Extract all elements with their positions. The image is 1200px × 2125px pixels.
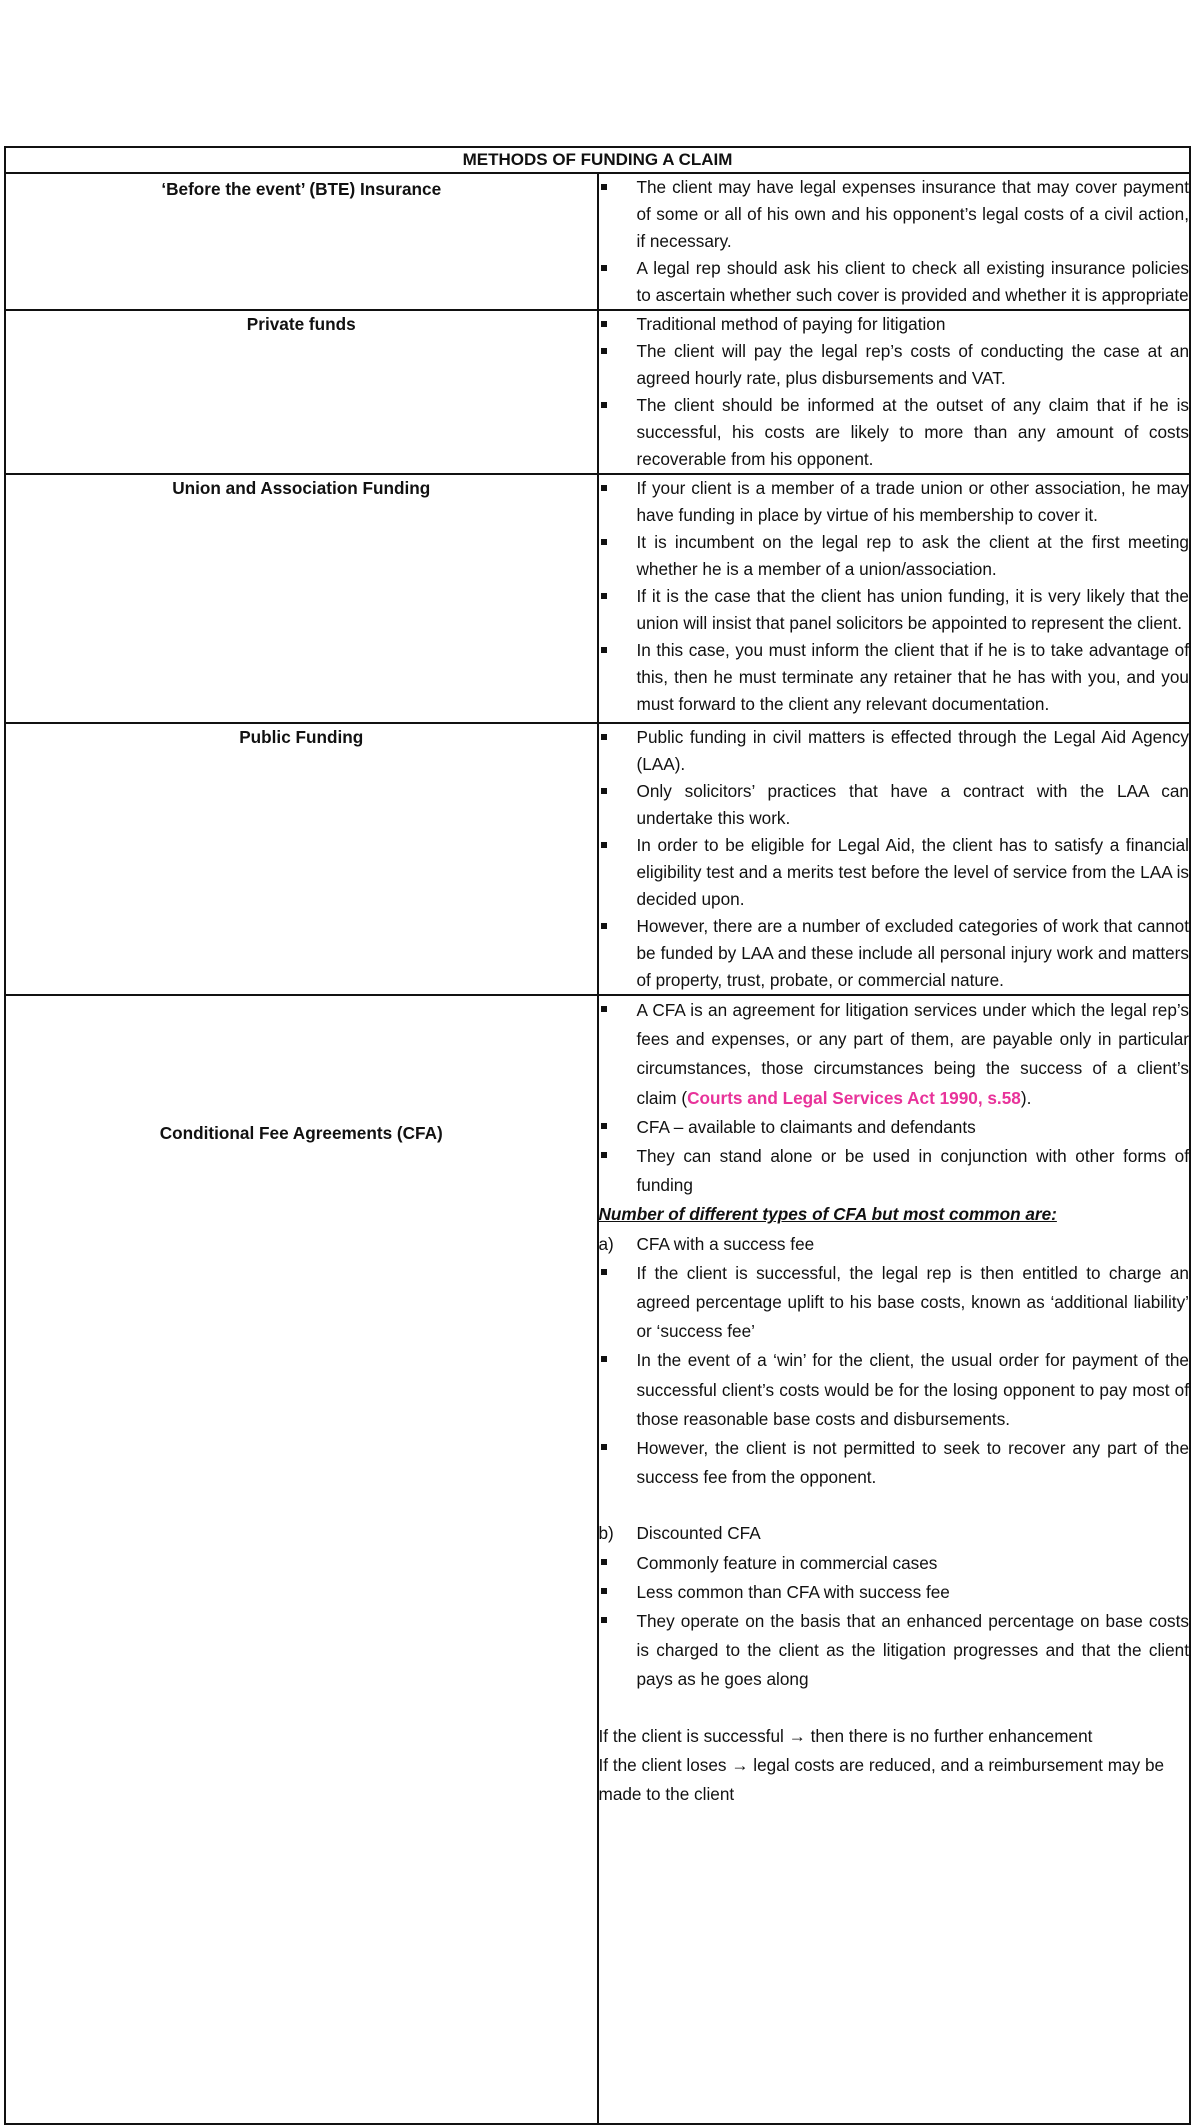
arrow-right-icon: → bbox=[788, 1725, 806, 1746]
row-label-bte: ‘Before the event’ (BTE) Insurance bbox=[5, 173, 598, 310]
type-a-label: CFA with a success fee bbox=[636, 1233, 815, 1254]
list-item: It is incumbent on the legal rep to ask the client at the first meeting whether he is a member of a union/association. bbox=[599, 529, 1190, 583]
list-item: In order to be eligible for Legal Aid, the client has to satisfy a financial eligibility test and a merits test before the level of service from the LAA is decided upon. bbox=[599, 832, 1190, 913]
list-item-cfa-definition bbox=[599, 996, 1190, 1113]
funding-methods-table bbox=[4, 146, 1191, 2125]
type-b-label: Discounted CFA bbox=[636, 1523, 761, 1544]
outcome-successful: If the client is successful → then there is no further enhancement bbox=[598, 1725, 1093, 1746]
cfa-type-b bbox=[599, 1519, 1190, 1548]
list-item: Commonly feature in commercial cases bbox=[599, 1549, 1190, 1578]
arrow-right-icon: → bbox=[731, 1754, 749, 1775]
type-b-marker: b) bbox=[598, 1523, 614, 1544]
list-item: Public funding in civil matters is effected through the Legal Aid Agency (LAA). bbox=[599, 724, 1190, 778]
row-label-cfa: Conditional Fee Agreements (CFA) bbox=[5, 995, 598, 2124]
list-item: Traditional method of paying for litigation bbox=[599, 311, 1190, 338]
row-content-cfa bbox=[598, 995, 1191, 2124]
list-item: However, the client is not permitted to seek to recover any part of the success fee from the opponent. bbox=[599, 1434, 1190, 1492]
list-item: If it is the case that the client has union funding, it is very likely that the union will insist that panel solicitors be appointed to represent the client. bbox=[599, 583, 1190, 637]
table-row-cfa bbox=[5, 995, 1190, 2124]
table-row-private-funds bbox=[5, 310, 1190, 474]
cfa-definition-text: A CFA is an agreement for litigation services under which the legal rep’s fees and expenses, or any part of them, are payable only in particular circumstances, those circumstances being the success of a client’s claim ( bbox=[636, 1000, 1189, 1108]
list-item: However, there are a number of excluded categories of work that cannot be funded by LAA and these include all personal injury work and matters of property, trust, probate, or commercial nature. bbox=[599, 913, 1190, 994]
list-item: If your client is a member of a trade union or other association, he may have funding in place by virtue of his membership to cover it. bbox=[599, 475, 1190, 529]
list-item: If the client is successful, the legal rep is then entitled to charge an agreed percentage uplift to his base costs, known as ‘additional liability’ or ‘success fee’ bbox=[599, 1259, 1190, 1347]
row-label-public-funding: Public Funding bbox=[5, 723, 598, 995]
list-item: CFA – available to claimants and defendants bbox=[599, 1113, 1190, 1142]
table-row-public-funding bbox=[5, 723, 1190, 995]
cfa-types-heading: Number of different types of CFA but most common are: bbox=[598, 1204, 1057, 1225]
list-item: A legal rep should ask his client to check all existing insurance policies to ascertain whether such cover is provided and whether it is appropriate bbox=[599, 255, 1190, 309]
row-label-private-funds: Private funds bbox=[5, 310, 598, 474]
list-item: The client will pay the legal rep’s costs of conducting the case at an agreed hourly rate, plus disbursements and VAT. bbox=[599, 338, 1190, 392]
table-row-union-funding bbox=[5, 474, 1190, 723]
row-content-bte bbox=[598, 173, 1191, 310]
list-item: The client should be informed at the outset of any claim that if he is successful, his costs are likely to more than any amount of costs recoverable from his opponent. bbox=[599, 392, 1190, 473]
cfa-type-a bbox=[599, 1230, 1190, 1259]
list-item: Only solicitors’ practices that have a contract with the LAA can undertake this work. bbox=[599, 778, 1190, 832]
type-a-marker: a) bbox=[598, 1233, 614, 1254]
cfa-definition-end: ). bbox=[1020, 1087, 1032, 1108]
list-item: The client may have legal expenses insurance that may cover payment of some or all of his own and his opponent’s legal costs of a civil action, if necessary. bbox=[599, 174, 1190, 255]
table-row-bte-insurance bbox=[5, 173, 1190, 310]
row-content-private-funds bbox=[598, 310, 1191, 474]
table-title: METHODS OF FUNDING A CLAIM bbox=[5, 147, 1190, 173]
outcome-loses: If the client loses → legal costs are reduced, and a reimbursement may be made to the client bbox=[598, 1754, 1165, 1805]
list-item: They can stand alone or be used in conjunction with other forms of funding bbox=[599, 1142, 1190, 1200]
row-label-union: Union and Association Funding bbox=[5, 474, 598, 723]
list-item: In this case, you must inform the client that if he is to take advantage of this, then he must terminate any retainer that he has with you, and you must forward to the client any relevant documentation. bbox=[599, 637, 1190, 718]
list-item: In the event of a ‘win’ for the client, the usual order for payment of the successful client’s costs would be for the losing opponent to pay most of those reasonable base costs and disbursements. bbox=[599, 1346, 1190, 1434]
row-content-union bbox=[598, 474, 1191, 723]
list-item: They operate on the basis that an enhanced percentage on base costs is charged to the client as the litigation progresses and that the client pays as he goes along bbox=[599, 1607, 1190, 1695]
statute-citation: Courts and Legal Services Act 1990, s.58 bbox=[687, 1087, 1021, 1108]
row-content-public-funding bbox=[598, 723, 1191, 995]
list-item: Less common than CFA with success fee bbox=[599, 1578, 1190, 1607]
